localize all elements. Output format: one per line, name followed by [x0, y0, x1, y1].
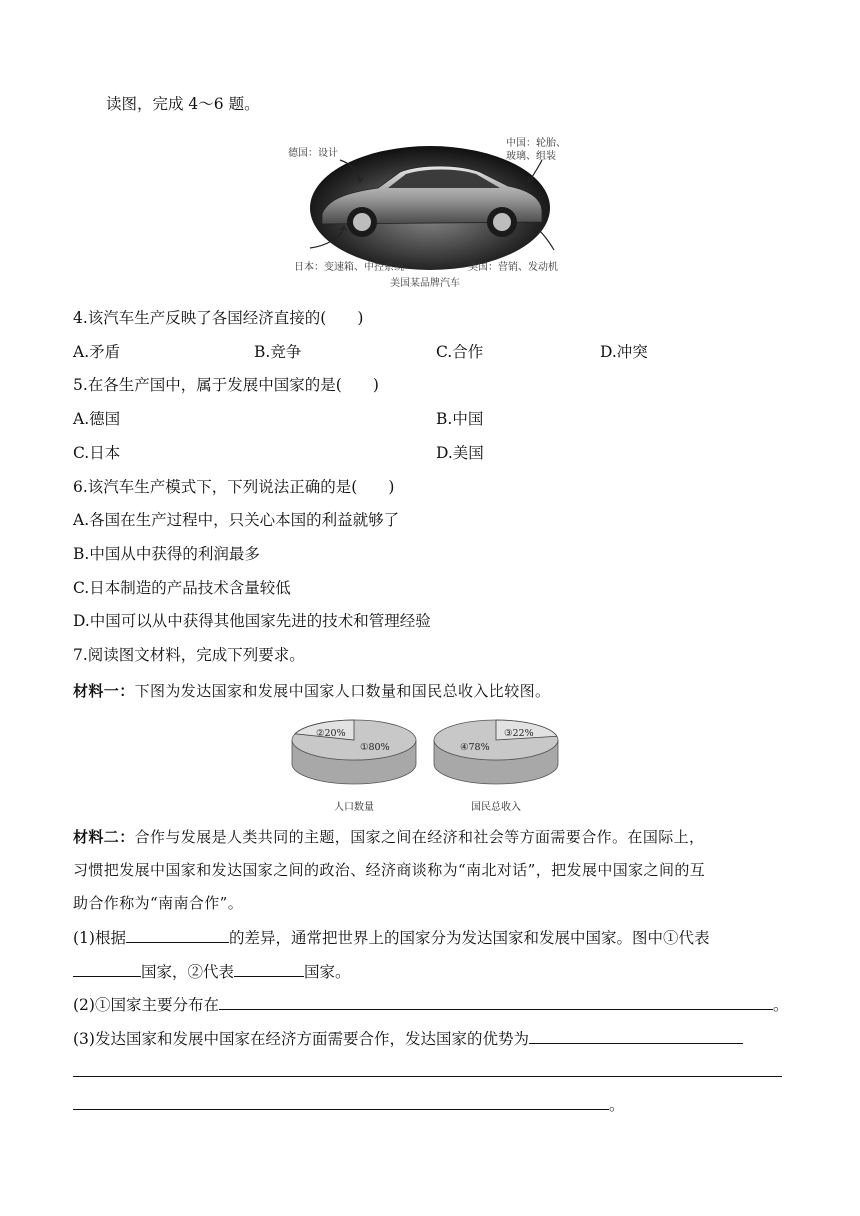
label-germany: 德国：设计 — [288, 148, 338, 159]
q5-option-d: D.美国 — [436, 444, 484, 462]
answer-blank-advantage-1[interactable] — [529, 1029, 743, 1044]
label-china-1: 中国：轮胎、 — [506, 138, 566, 149]
pie-chart-svg — [284, 712, 574, 816]
q5-option-b: B.中国 — [436, 410, 484, 428]
q4-option-a: A.矛盾 — [73, 343, 121, 361]
q6-option-c: C.日本制造的产品技术含量较低 — [73, 579, 291, 597]
q7-part-1-b: 的差异，通常把世界上的国家分为发达国家和发展中国家。图中①代表 — [228, 929, 710, 947]
answer-blank-advantage-2[interactable] — [73, 1060, 782, 1077]
label-china-2: 玻璃、组装 — [506, 151, 556, 162]
q7-part-2-a: (2)①国家主要分布在 — [73, 996, 219, 1014]
answer-blank-two[interactable] — [234, 962, 304, 977]
pie-label-1-small: ③22% — [504, 728, 534, 739]
q4-option-b: B.竞争 — [254, 343, 302, 361]
pie-label-0-small: ②20% — [316, 728, 346, 739]
q5-option-a: A.德国 — [73, 410, 121, 428]
material-two-text-1: 合作与发展是人类共同的主题，国家之间在经济和社会等方面需要合作。在国际上， — [134, 828, 705, 846]
pie-caption-1: 国民总收入 — [471, 802, 521, 813]
q7-part-3-a: (3)发达国家和发展中国家在经济方面需要合作，发达国家的优势为 — [73, 1030, 529, 1048]
q5-option-c: C.日本 — [73, 444, 121, 462]
answer-blank-advantage-3[interactable] — [73, 1095, 609, 1110]
label-japan: 日本：变速箱、中控系统 — [294, 262, 404, 273]
answer-blank-one[interactable] — [73, 962, 141, 977]
pie-charts — [284, 712, 574, 816]
q7-part-1-line-1 — [73, 927, 709, 949]
material-one-text: 下图为发达国家和发展中国家人口数量和国民总收入比较图。 — [134, 682, 551, 700]
intro-text: 读图，完成 4～6 题。 — [106, 95, 260, 113]
q7-part-2 — [73, 994, 788, 1016]
q7-part-3-end: 。 — [609, 1096, 625, 1114]
answer-blank-criterion[interactable] — [126, 928, 229, 943]
answer-blank-distribution[interactable] — [219, 995, 773, 1010]
material-two-label: 材料二： — [73, 828, 135, 846]
q4-option-d: D.冲突 — [600, 343, 648, 361]
material-two-line-2: 习惯把发展中国家和发达国家之间的政治、经济商谈称为“南北对话”，把发展中国家之间的互 — [73, 861, 706, 879]
q7-stem: 7.阅读图文材料，完成下列要求。 — [73, 646, 305, 664]
q7-part-3-last-line — [73, 1094, 625, 1116]
q6-option-b: B.中国从中获得的利润最多 — [73, 545, 260, 563]
q7-part-2-end: 。 — [772, 996, 789, 1014]
q6-option-d: D.中国可以从中获得其他国家先进的技术和管理经验 — [73, 612, 431, 630]
label-usa: 美国：营销、发动机 — [468, 262, 558, 273]
material-two-line-3: 助合作称为“南南合作”。 — [73, 894, 244, 912]
material-one — [73, 680, 550, 701]
q7-part-3 — [73, 1028, 743, 1050]
car-caption: 美国某品牌汽车 — [390, 278, 460, 289]
q7-part-1-a: (1)根据 — [73, 929, 126, 947]
q5-stem: 5.在各生产国中，属于发展中国家的是( ) — [73, 376, 379, 394]
q4-option-c: C.合作 — [436, 343, 484, 361]
q6-stem: 6.该汽车生产模式下，下列说法正确的是( ) — [73, 478, 395, 496]
q6-option-a: A.各国在生产过程中，只关心本国的利益就够了 — [73, 511, 400, 529]
q7-part-1-line-2 — [73, 961, 351, 983]
pie-caption-0: 人口数量 — [334, 802, 374, 813]
pie-label-0-large: ①80% — [360, 742, 390, 753]
q7-part-1-c: 国家，②代表 — [141, 963, 235, 981]
pie-label-1-large: ④78% — [460, 742, 490, 753]
q4-stem: 4.该汽车生产反映了各国经济直接的( ) — [73, 309, 364, 327]
car-figure — [280, 128, 580, 290]
q7-part-1-d: 国家。 — [304, 963, 351, 981]
material-one-label: 材料一： — [73, 682, 135, 700]
material-two-line-1 — [73, 826, 704, 847]
